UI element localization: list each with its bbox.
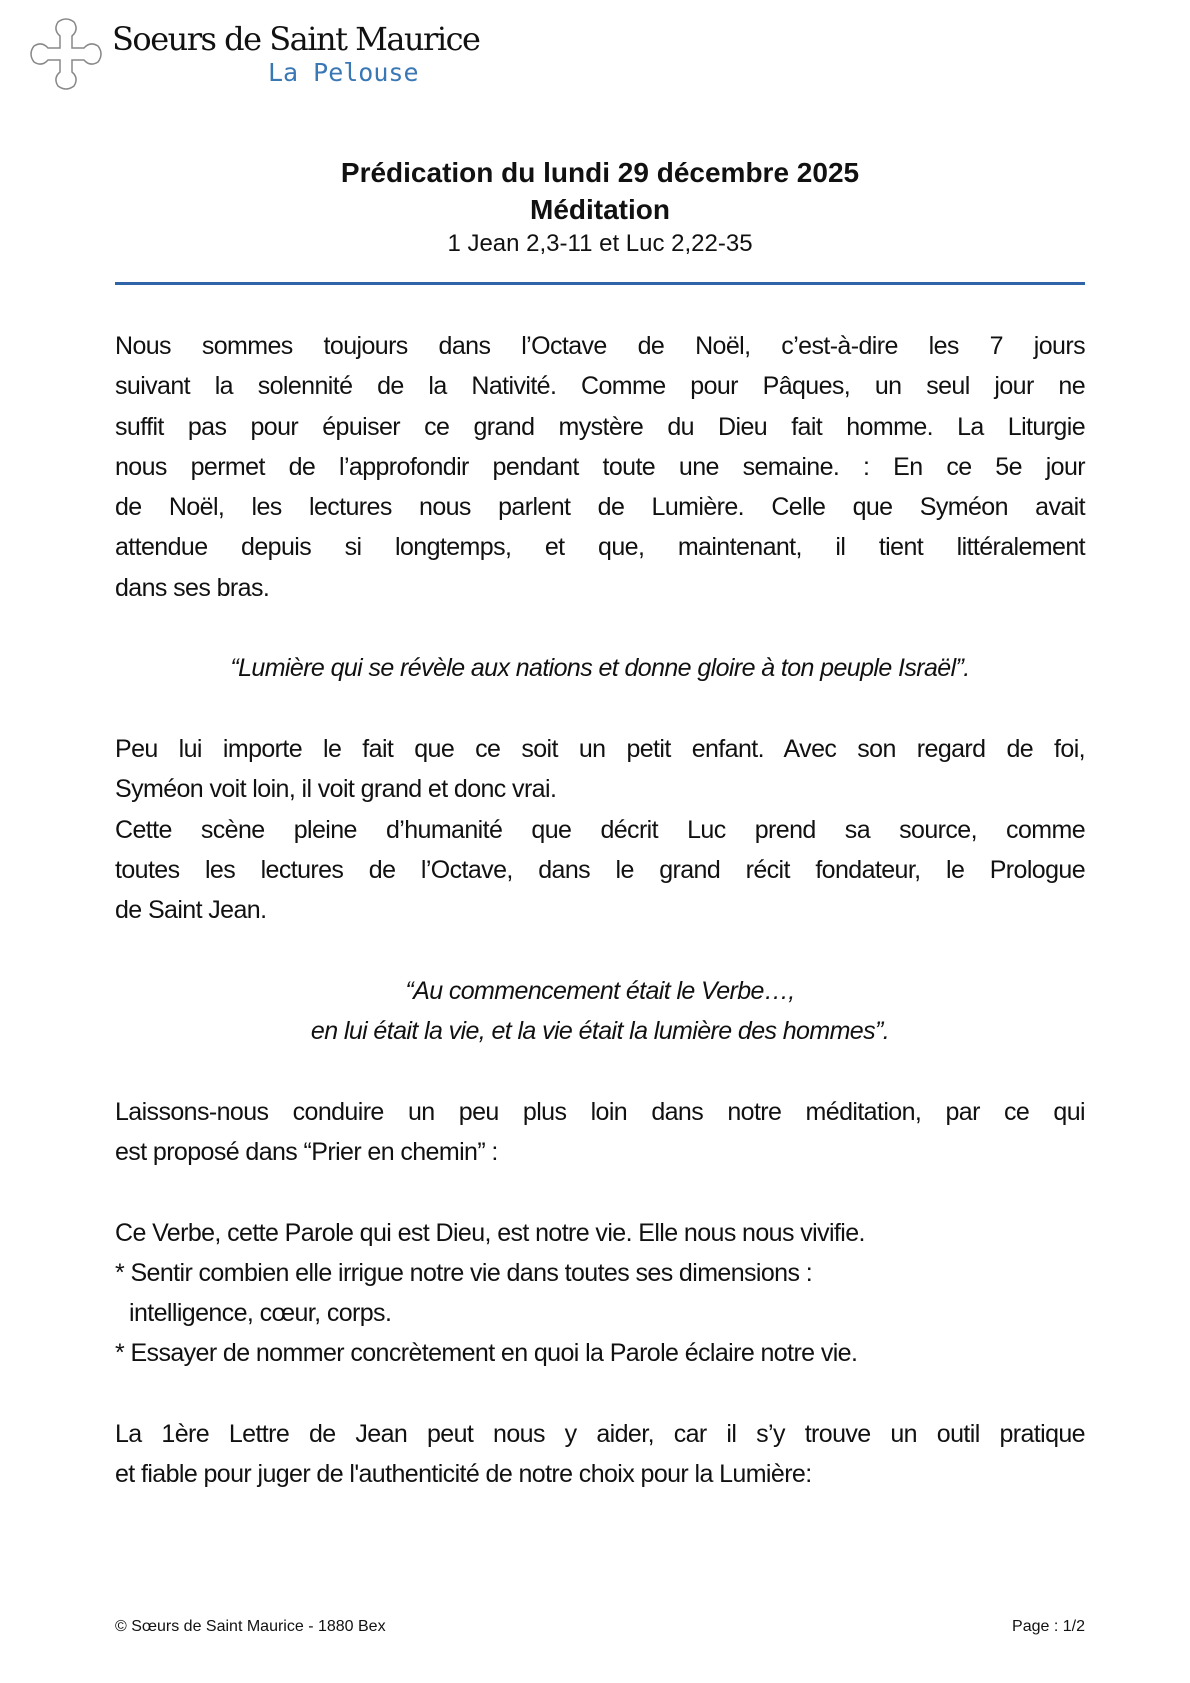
document-body	[115, 326, 1085, 1495]
header-divider	[115, 282, 1085, 285]
list-item-continuation: intelligence, cœur, corps.	[129, 1299, 392, 1328]
paragraph-2	[115, 729, 1085, 810]
quote-1: “Lumière qui se révèle aux nations et donne gloire à ton peuple Israël”.	[230, 654, 970, 683]
quote-2-line: en lui était la vie, et la vie était la lumière des hommes”.	[310, 1017, 890, 1046]
paragraph-1	[115, 326, 1085, 608]
text-line: nous permet de l’approfondir pendant toute une semaine. : En ce 5e jour	[115, 452, 1085, 481]
footer-page-number: Page : 1/2	[1012, 1618, 1085, 1635]
text-line: de Noël, les lectures nous parlent de Lumière. Celle que Syméon avait	[115, 493, 1085, 522]
logo-name: Soeurs de Saint Maurice	[112, 20, 480, 58]
text-line: suffit pas pour épuiser ce grand mystère du Dieu fait homme. La Liturgie	[115, 412, 1085, 441]
list-item: * Sentir combien elle irrigue notre vie dans toutes ses dimensions :	[115, 1258, 813, 1287]
text-line: dans ses bras.	[115, 573, 270, 602]
text-line: de Saint Jean.	[115, 896, 267, 925]
text-line: Peu lui importe le fait que ce soit un petit enfant. Avec son regard de foi,	[115, 734, 1085, 763]
paragraph-5	[115, 1213, 1085, 1374]
text-line: Laissons-nous conduire un peu plus loin dans notre méditation, par ce qui	[115, 1097, 1085, 1126]
text-line: Cette scène pleine d’humanité que décrit Luc prend sa source, comme	[115, 815, 1085, 844]
list-item: * Essayer de nommer concrètement en quoi la Parole éclaire notre vie.	[115, 1339, 858, 1368]
text-line: attendue depuis si longtemps, et que, maintenant, il tient littéralement	[115, 533, 1085, 562]
text-line: est proposé dans “Prier en chemin” :	[115, 1137, 498, 1166]
footer-copyright: © Sœurs de Saint Maurice - 1880 Bex	[115, 1618, 386, 1635]
text-line: Nous sommes toujours dans l’Octave de Noël, c’est-à-dire les 7 jours	[115, 332, 1085, 360]
cross-icon	[28, 16, 104, 92]
text-line: toutes les lectures de l’Octave, dans le grand récit fondateur, le Prologue	[115, 855, 1085, 884]
paragraph-4	[115, 1092, 1085, 1173]
text-line: Syméon voit loin, il voit grand et donc vrai.	[115, 775, 557, 804]
text-line: La 1ère Lettre de Jean peut nous y aider, car il s’y trouve un outil pratique	[115, 1420, 1085, 1449]
document-header	[115, 154, 1085, 260]
text-line: Ce Verbe, cette Parole qui est Dieu, est notre vie. Elle nous nous vivifie.	[115, 1218, 865, 1247]
quote-2-line: “Au commencement était le Verbe…,	[405, 976, 795, 1005]
text-line: suivant la solennité de la Nativité. Comme pour Pâques, un seul jour ne	[115, 372, 1085, 401]
document-title: Prédication du lundi 29 décembre 2025	[340, 157, 860, 188]
document-subtitle: Méditation	[530, 194, 670, 225]
logo	[28, 16, 480, 96]
logo-subtitle: La Pelouse	[268, 58, 419, 87]
readings-reference: 1 Jean 2,3-11 et Luc 2,22-35	[447, 230, 753, 257]
text-line: et fiable pour juger de l'authenticité de notre choix pour la Lumière:	[115, 1460, 812, 1489]
paragraph-3	[115, 810, 1085, 931]
paragraph-6	[115, 1414, 1085, 1495]
